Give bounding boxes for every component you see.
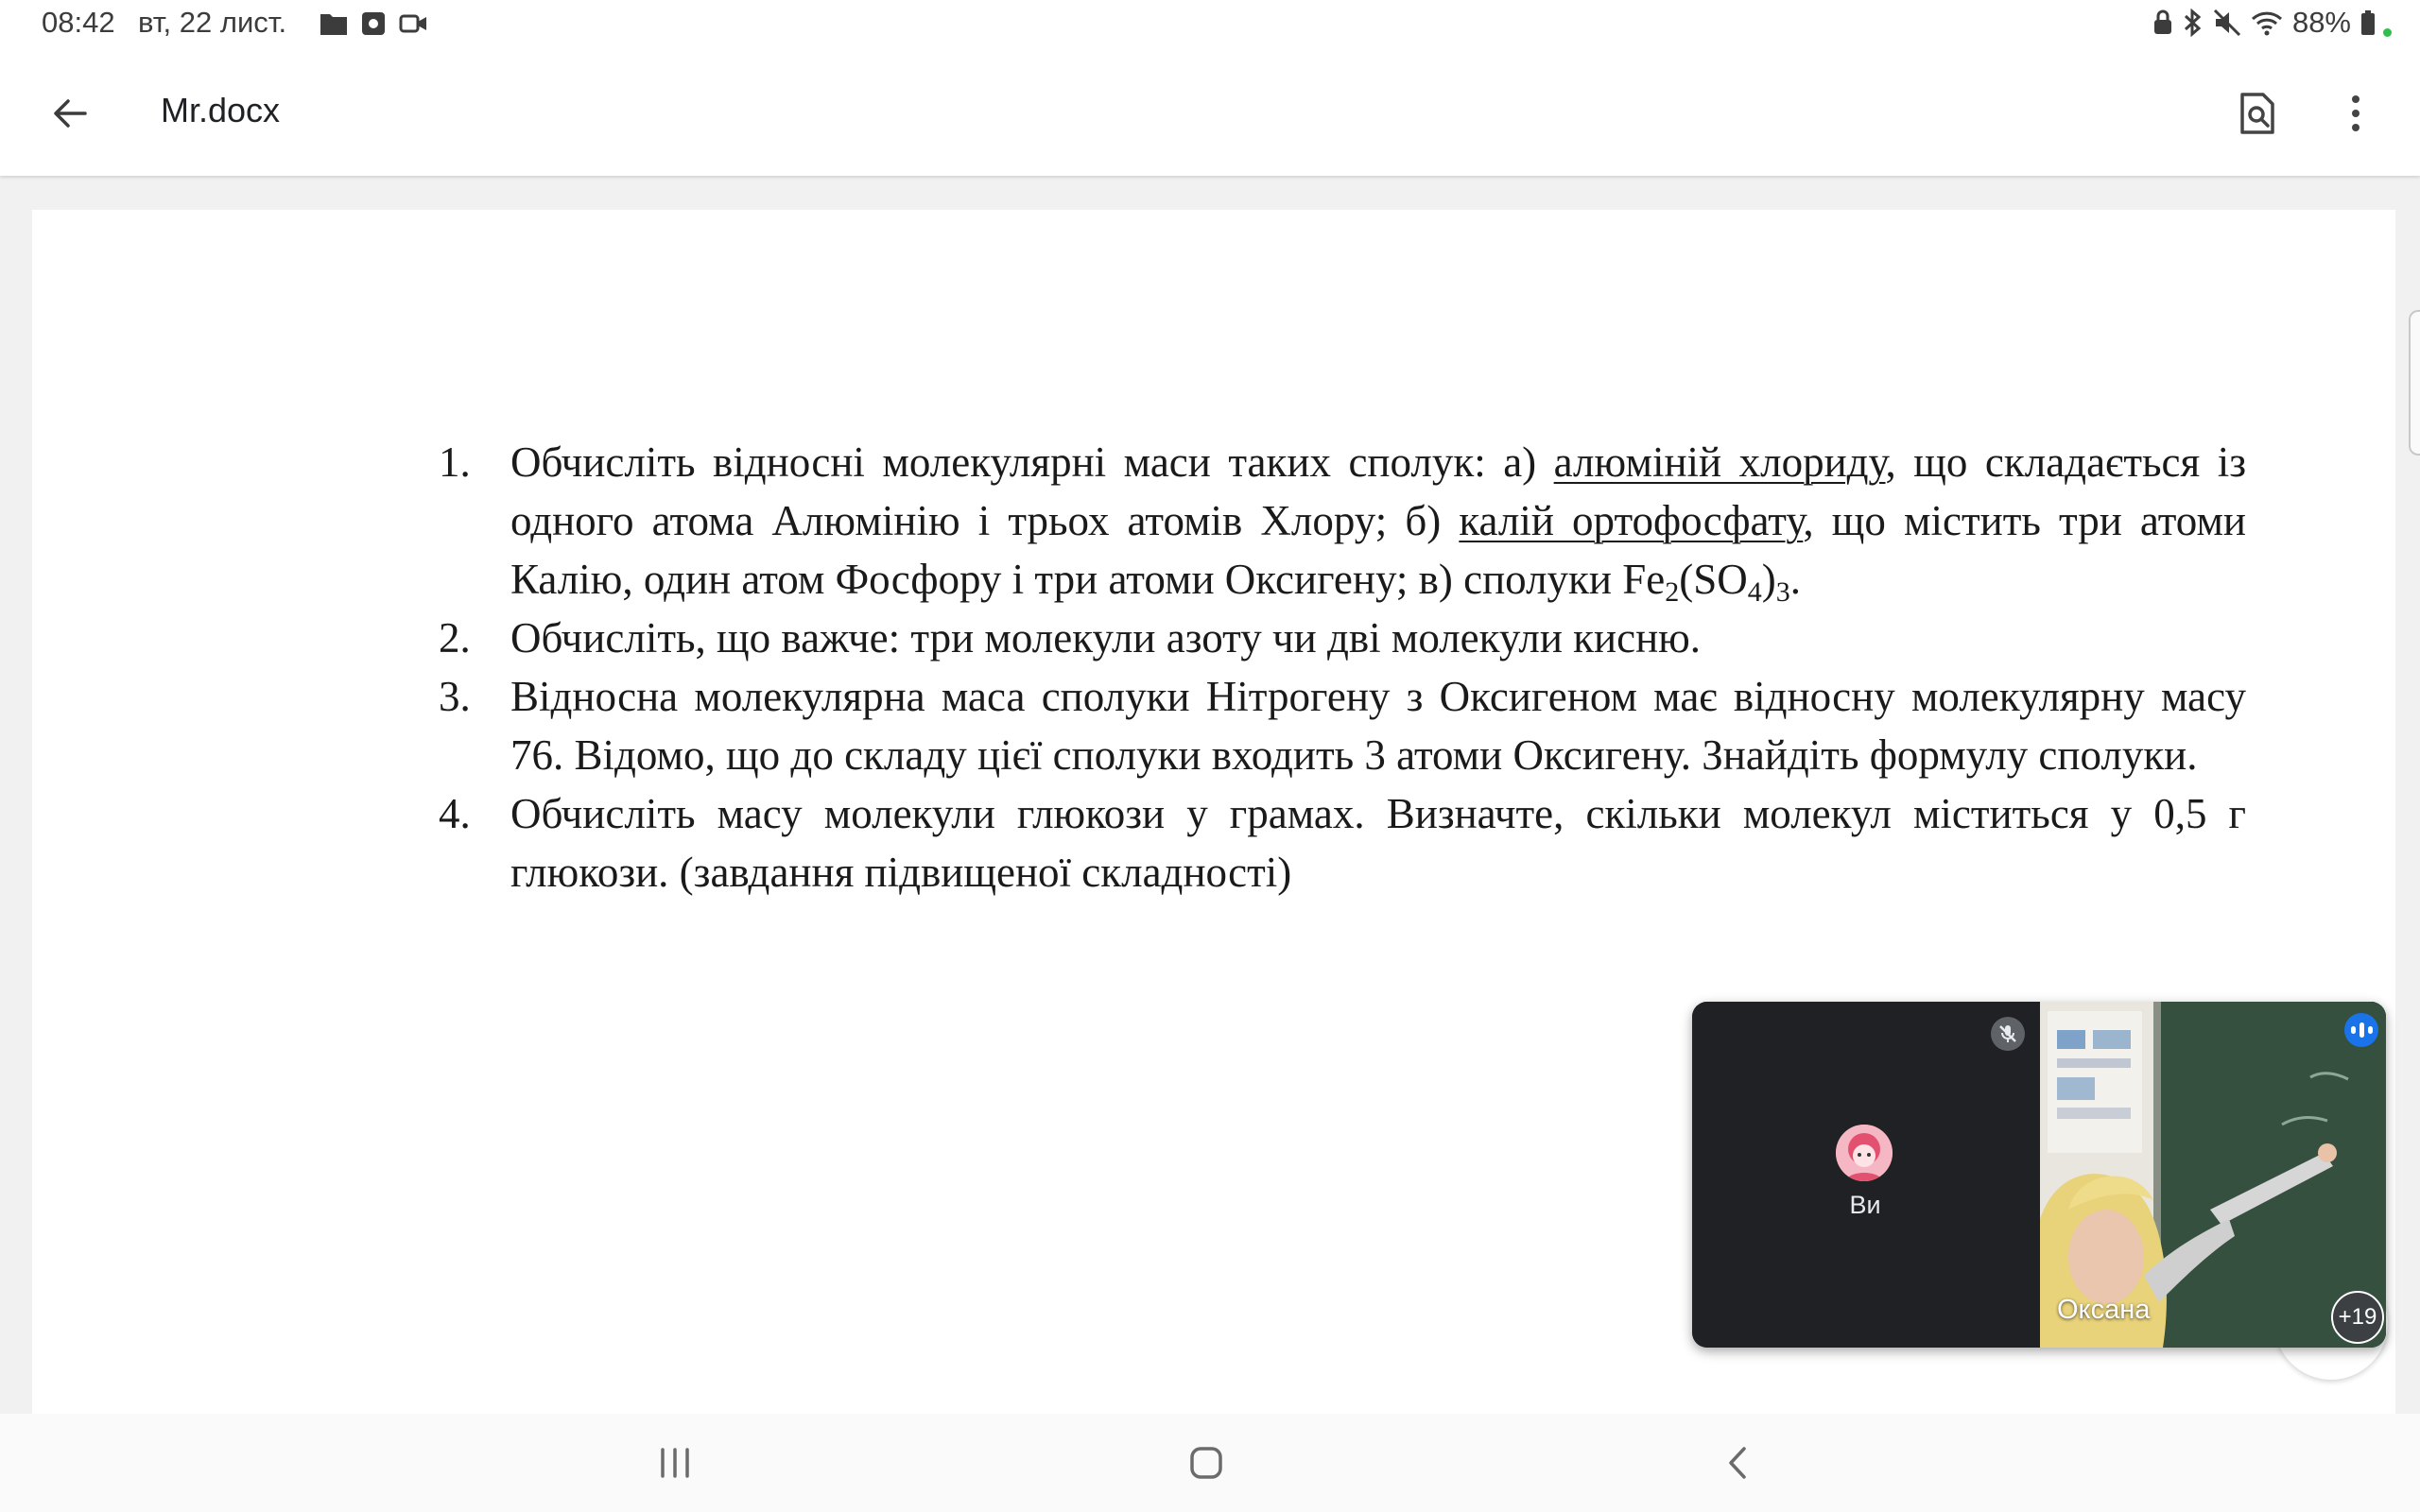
mic-off-indicator: [1991, 1017, 2025, 1051]
find-in-document-button[interactable]: [2227, 83, 2288, 144]
status-bar: [0, 0, 2420, 47]
back-button[interactable]: [42, 85, 98, 142]
list-item: [439, 609, 2246, 667]
list-item: [439, 667, 2246, 784]
more-options-button[interactable]: [2325, 83, 2386, 144]
list-number: 1.: [439, 438, 471, 486]
bluetooth-icon: [2183, 9, 2204, 37]
battery-percent: 88%: [2291, 6, 2351, 39]
status-dot: [2383, 28, 2392, 37]
home-icon: [1189, 1446, 1223, 1480]
item-text: Відносна молекулярна маса сполуки Нітрогену з Оксигеном має відносну молекулярну масу 76. Відомо, що до складу цієї сполуки входить 3 атоми Оксигену. Знайдіть формулу сполуки.: [510, 673, 2246, 779]
avatar: [1836, 1125, 1893, 1181]
find-in-page-icon: [2238, 92, 2276, 135]
formula-subscript: 3: [1775, 576, 1790, 608]
formula-subscript: 2: [1665, 576, 1680, 608]
recent-apps-button[interactable]: [637, 1435, 713, 1491]
formula-part: Fe: [1622, 556, 1666, 603]
item-text: Обчисліть масу молекули глюкози у грамах. Визначте, скільки молекул міститься у 0,5 г глюкози. (завдання підвищеної складності): [510, 790, 2246, 896]
list-number: 4.: [439, 790, 471, 837]
status-time: 08:42: [42, 6, 115, 39]
record-icon: [361, 11, 386, 36]
app-bar: [0, 47, 2420, 176]
self-video-tile[interactable]: [1692, 1002, 2038, 1348]
formula-part: (SO: [1679, 556, 1748, 603]
list-item: [439, 433, 2246, 609]
remote-participant-name: Оксана: [2057, 1295, 2151, 1325]
video-call-icon: [399, 11, 429, 36]
mute-icon: [2213, 9, 2241, 37]
mic-off-icon: [1997, 1023, 2018, 1044]
list-number: 3.: [439, 673, 471, 720]
recent-apps-icon: [659, 1448, 691, 1478]
more-vert-icon: [2350, 94, 2361, 132]
status-right: [2152, 6, 2392, 40]
item-text: , що містить три атоми Калію, один атом Фосфору і три атоми Оксигену; в) сполуки: [510, 497, 2247, 603]
underlined-term: калій ортофосфату: [1459, 497, 1804, 544]
chevron-left-icon: [1726, 1446, 1749, 1480]
remote-video-tile[interactable]: [2040, 1002, 2386, 1348]
avatar-image-icon: [1836, 1125, 1893, 1181]
more-participants-badge[interactable]: +19: [2331, 1291, 2384, 1344]
back-nav-button[interactable]: [1700, 1435, 1775, 1491]
system-navigation-bar: [0, 1414, 2420, 1512]
item-text: , що складається із одного атома Алюмінію і трьох атомів Хлору; б): [510, 438, 2246, 544]
item-text: Обчисліть, що важче: три молекули азоту чи дві молекули кисню.: [510, 614, 1702, 662]
arrow-left-icon: [51, 94, 89, 132]
list-number: 2.: [439, 614, 471, 662]
task-list: [439, 433, 2246, 902]
self-participant-name: Ви: [1849, 1191, 1881, 1219]
meet-pip-window[interactable]: [1692, 1002, 2386, 1348]
home-button[interactable]: [1168, 1435, 1244, 1491]
speaking-indicator: [2344, 1013, 2378, 1047]
status-date: вт, 22 лист.: [138, 6, 287, 39]
item-text: Обчисліть відносні молекулярні маси таких сполук: а): [510, 438, 1554, 486]
notification-icons: [320, 11, 429, 36]
list-item: [439, 784, 2246, 902]
formula-subscript: 4: [1747, 576, 1762, 608]
folder-icon: [320, 11, 348, 36]
formula-part: .: [1789, 556, 1802, 603]
formula-part: ): [1761, 556, 1776, 603]
lock-icon: [2152, 9, 2173, 36]
wifi-icon: [2251, 9, 2283, 36]
chemical-formula: [1622, 556, 1802, 608]
underlined-term: алюміній хлориду: [1553, 438, 1886, 486]
battery-icon: [2360, 9, 2376, 36]
scroll-handle[interactable]: [2409, 310, 2420, 455]
document-title: Mr.docx: [161, 91, 281, 129]
